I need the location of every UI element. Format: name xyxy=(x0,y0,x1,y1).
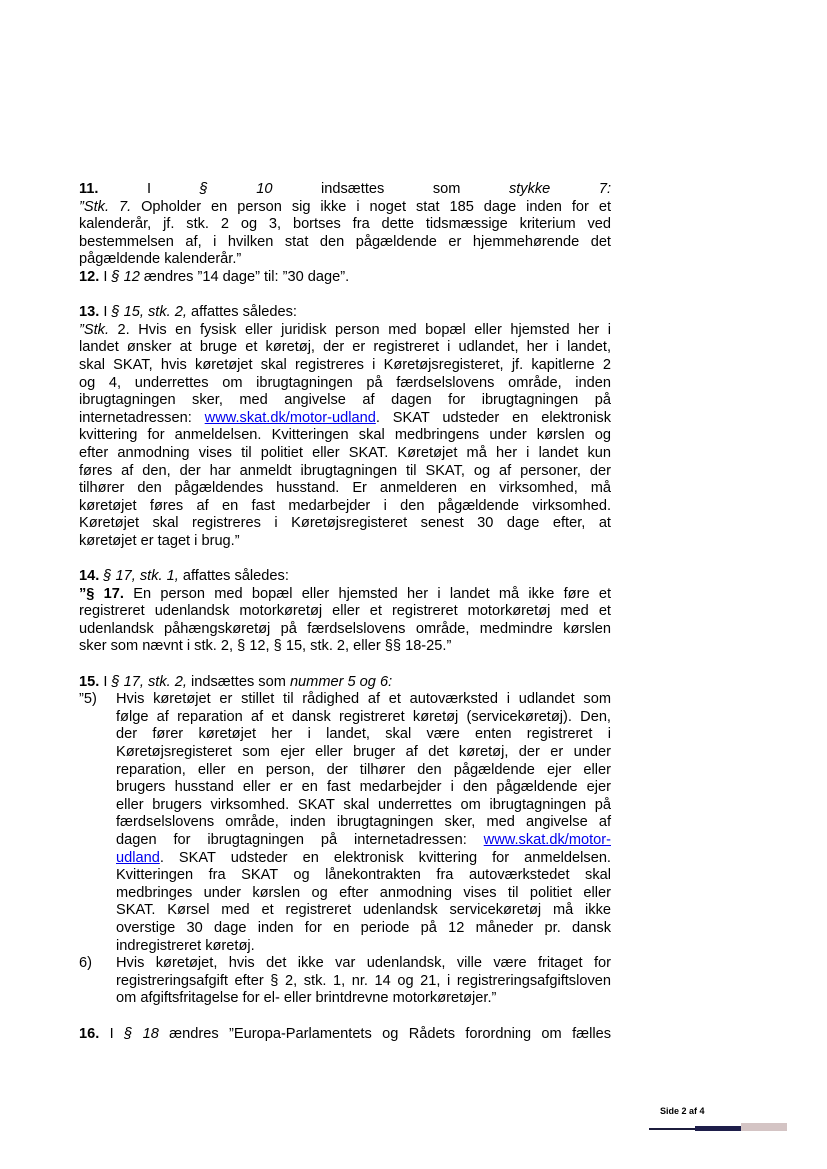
amendment-paragraph xyxy=(79,181,611,287)
text-line xyxy=(79,938,611,956)
link[interactable]: www.skat.dk/motor-udland xyxy=(204,409,376,426)
text-line xyxy=(79,199,611,217)
bold-text: 11. xyxy=(79,181,99,197)
text-line xyxy=(79,392,611,410)
text: I xyxy=(99,1025,125,1042)
text: Kvitteringen fra SKAT og lånekontrakten fra autoværkstedet skal xyxy=(116,867,611,884)
text: ibrugtagningen sker, med angivelse af dagen for ibrugtagningen på xyxy=(79,392,611,409)
text-line xyxy=(79,410,611,428)
amendment-paragraph xyxy=(79,1026,611,1044)
text: medbringes under kørslen og efter anmodning vises til politiet eller xyxy=(116,884,611,901)
text-line xyxy=(79,603,611,621)
text-line xyxy=(79,709,611,727)
bold-text: ”§ 17. xyxy=(79,585,124,602)
page-number: Side 2 af 4 xyxy=(660,1106,705,1116)
text: kalenderår, jf. stk. 2 og 3, bortses fra dette tidsmæssige kriterium ved xyxy=(79,216,611,233)
text: Køretøjet skal registreres i Køretøjsregisteret senest 30 dage efter, at xyxy=(79,515,611,532)
text: og 4, underrettes om ibrugtagningen på færdselslovens område, inden xyxy=(79,374,611,391)
text: affattes således: xyxy=(186,304,297,321)
item-number: 6) xyxy=(79,955,92,972)
text: køretøjet føres af en fast medarbejder i den pågældende virksomhed. xyxy=(79,497,611,514)
text: reparation, eller en person, der tilhører den pågældende ejer eller xyxy=(116,761,611,778)
italic-text: § 17, stk. 1, xyxy=(103,568,179,585)
text: bestemmelsen af, i hvilken stat den pågældende er hjemmehørende det xyxy=(79,233,611,250)
text: tilhører den pågældendes husstand. Er anmelderen en virksomhed, må xyxy=(79,480,611,497)
text: registreringsafgift efter § 2, stk. 1, nr. 14 og 21, i registreringsafgiftsloven xyxy=(116,972,611,989)
text: ændres ”Europa-Parlamentets og Rådets forordning om fælles xyxy=(158,1025,612,1042)
text: 2. Hvis en fysisk eller juridisk person med bopæl eller hjemsted her i xyxy=(109,321,611,338)
text: affattes således: xyxy=(178,568,289,585)
text: SKAT. Kørsel med et registreret udenlandsk servicekøretøj må ikke xyxy=(116,902,611,919)
text: færdselslovens område, inden ibrugtagningen sker, med angivelse af xyxy=(116,814,611,831)
text: En person med bopæl eller hjemsted her i landet må ikke føre et xyxy=(123,585,611,602)
bold-text: 12. xyxy=(79,268,100,285)
text-line xyxy=(79,850,611,868)
bold-text: 13. xyxy=(79,304,100,321)
text-line xyxy=(79,674,611,692)
text: registreret udenlandsk motorkøretøj eller et registreret motorkøretøj med et xyxy=(79,603,611,620)
text: følge af reparation af et dansk registreret køretøj (servicekøretøj). Den, xyxy=(116,708,611,725)
text: . SKAT udsteder en elektronisk kvittering for anmeldelsen. xyxy=(159,849,611,866)
bold-text: 15. xyxy=(79,673,100,690)
footer-bar-thin xyxy=(649,1128,695,1130)
italic-text: § 15, stk. 2, xyxy=(111,304,187,321)
text: efter anmodning vises til politiet eller SKAT. Køretøjet må her i landet kun xyxy=(79,444,611,461)
text-line xyxy=(79,832,611,850)
text-line xyxy=(79,973,611,991)
text: skal SKAT, hvis køretøjet skal registreres i Køretøjsregisteret, jf. kapitlerne 2 xyxy=(79,356,611,373)
text-line xyxy=(79,885,611,903)
text: I xyxy=(99,268,112,285)
text-line xyxy=(79,902,611,920)
text-line xyxy=(79,427,611,445)
text-line xyxy=(79,480,611,498)
text-line xyxy=(79,814,611,832)
text: brugers husstand eller er en fast medarbejder i den pågældende ejer xyxy=(116,779,611,796)
text: I xyxy=(99,304,112,321)
text: overstige 30 dage inden for en periode på 12 måneder pr. dansk xyxy=(116,919,611,936)
italic-text: § 17, stk. 2, xyxy=(111,673,187,690)
text-line xyxy=(79,322,611,340)
text-line xyxy=(79,726,611,744)
text: I xyxy=(99,673,112,690)
text-line xyxy=(79,269,611,287)
amendment-paragraph xyxy=(79,568,611,656)
text-line xyxy=(79,216,611,234)
text-line xyxy=(79,234,611,252)
text: indsættes som xyxy=(186,673,290,690)
italic-text: § 10 xyxy=(199,181,273,197)
text-line xyxy=(79,515,611,533)
text: . SKAT udsteder en elektronisk xyxy=(375,409,612,426)
text-line xyxy=(79,744,611,762)
italic-text: nummer 5 og 6: xyxy=(289,673,393,690)
italic-text: § 12 xyxy=(111,268,140,285)
text: eller brugers virksomhed. SKAT skal underrettes om ibrugtagningen på xyxy=(116,796,611,813)
italic-text: ”Stk. 7. xyxy=(79,198,132,215)
text: I xyxy=(98,181,200,197)
text-line xyxy=(79,779,611,797)
text: internetadressen: xyxy=(79,409,205,426)
text: dagen for ibrugtagningen på internetadressen: xyxy=(116,831,484,848)
text-line xyxy=(79,251,611,269)
text: indsættes som xyxy=(272,181,509,197)
text-line xyxy=(79,691,611,709)
text-line xyxy=(79,498,611,516)
text-line xyxy=(79,867,611,885)
text-line xyxy=(79,797,611,815)
text: landet ønsker at bruge et køretøj, der er registreret i udlandet, her i landet, xyxy=(79,339,611,356)
text-line xyxy=(79,375,611,393)
text-line xyxy=(79,762,611,780)
text-line xyxy=(79,990,611,1008)
link[interactable]: udland xyxy=(116,849,160,866)
text: føres af den, der har anmeldt ibrugtagningen til SKAT, og af personer, der xyxy=(79,462,611,479)
text-line xyxy=(79,955,611,973)
text-line xyxy=(79,638,611,656)
text-line xyxy=(79,339,611,357)
text-line xyxy=(79,357,611,375)
text-line xyxy=(79,621,611,639)
text-line xyxy=(79,568,611,586)
text-line xyxy=(79,533,611,551)
text: Hvis køretøjet er stillet til rådighed af et autoværksted i udlandet som xyxy=(116,691,611,708)
text-line xyxy=(79,586,611,604)
text-line xyxy=(79,1026,611,1044)
text: indregistreret køretøj. xyxy=(116,937,255,954)
footer-bar-navy xyxy=(695,1126,741,1131)
text: køretøjet er taget i brug.” xyxy=(79,532,240,549)
text-line xyxy=(79,445,611,463)
text: pågældende kalenderår.” xyxy=(79,251,242,268)
text: Opholder en person sig ikke i noget stat 185 dage inden for et xyxy=(131,198,611,215)
text-line xyxy=(79,463,611,481)
text-line xyxy=(79,304,611,322)
amendment-paragraph xyxy=(79,304,611,550)
footer-bar-pink xyxy=(741,1123,787,1131)
bold-text: 14. xyxy=(79,568,100,585)
item-number: ”5) xyxy=(79,691,97,708)
text: om afgiftsfritagelse for el- eller brintdrevne motorkøretøjer.” xyxy=(116,990,497,1007)
text-line xyxy=(79,181,611,199)
italic-text: § 18 xyxy=(124,1025,159,1042)
text: Køretøjsregisteret som ejer eller bruger af det køretøj, der er under xyxy=(116,744,611,760)
text: sker som nævnt i stk. 2, § 12, § 15, stk. 2, eller §§ 18-25.” xyxy=(79,638,452,655)
text: ændres ”14 dage” til: ”30 dage”. xyxy=(139,268,350,285)
bold-text: 16. xyxy=(79,1025,100,1042)
text-line xyxy=(79,920,611,938)
italic-text: stykke 7: xyxy=(508,181,611,197)
text: Hvis køretøjet, hvis det ikke var udenlandsk, ville være fritaget for xyxy=(116,955,611,972)
amendment-paragraph xyxy=(79,674,611,1008)
text: kvittering for anmeldelsen. Kvitteringen skal medbringens under kørslen og xyxy=(79,427,611,444)
text: udenlandsk påhængskøretøj på færdselslovens område, medmindre kørslen xyxy=(79,620,611,637)
italic-text: ”Stk. xyxy=(79,321,109,338)
link[interactable]: www.skat.dk/motor- xyxy=(483,831,611,848)
document-body xyxy=(79,181,611,1043)
text: der fører køretøjet her i landet, skal være enten registreret i xyxy=(116,726,611,743)
